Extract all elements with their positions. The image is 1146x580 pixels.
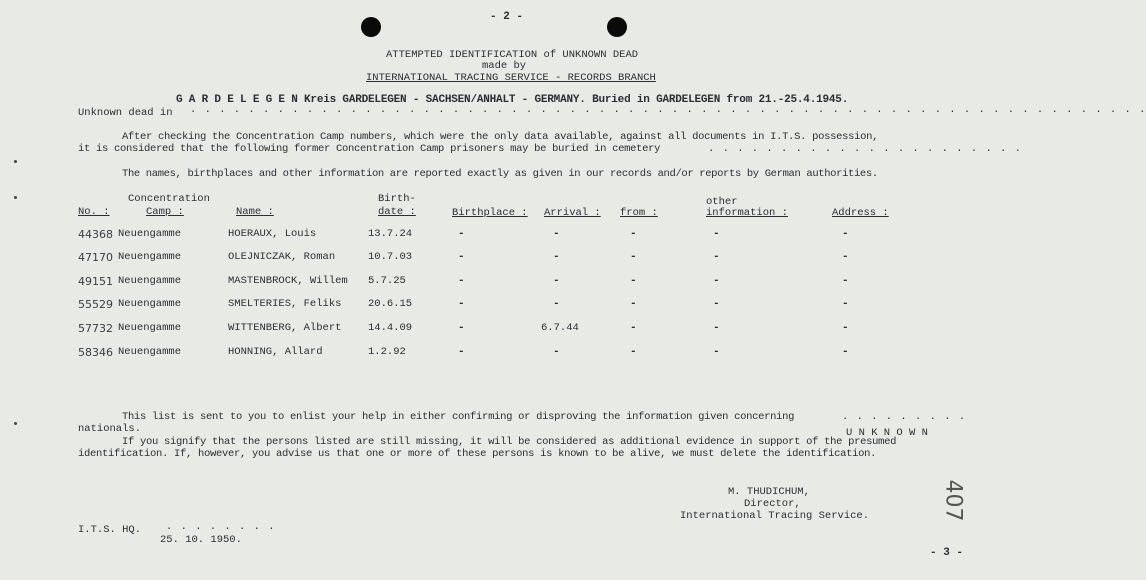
row-number: 44368 [78,228,113,241]
header-arrival: Arrival : [544,207,601,219]
row-birthplace: - [458,251,465,263]
row-name: OLEJNICZAK, Roman [228,251,336,263]
header-birth-top: Birth- [378,193,416,205]
row-camp: Neuengamme [118,275,182,287]
row-camp: Neuengamme [118,346,182,358]
unknown-stamp-text: U N K N O W N [846,427,928,439]
dotted-leader: . . . . . . . . . . . . . . . . . . . . . . . . . . . . . . . . . . . . . . . . . . . . . . . . . . . . . . . . . . . . . . . . . . [190,104,1146,116]
header-no: No. : [78,206,110,218]
header-subtitle: made by [482,60,527,72]
row-arrival: - [553,251,560,263]
row-arrival: - [553,228,560,240]
margin-mark [14,160,17,163]
closing-line1: This list is sent to you to enlist your help in either confirming or disproving the information given concerning [122,411,795,423]
header-from: from : [620,207,658,219]
header-camp: Camp : [146,206,184,218]
row-number: 58346 [78,346,113,359]
row-other: - [713,346,720,358]
row-address: - [842,346,849,358]
row-name: HOERAUX, Louis [228,228,317,240]
intro-paragraph-line2: it is considered that the following former Concentration Camp prisoners may be buried in cemetery [78,143,661,155]
row-birthdate: 5.7.25 [368,275,406,287]
intro-paragraph-line1: After checking the Concentration Camp numbers, which were the only data available, against all documents in I.T.S. possession, [122,131,879,143]
row-camp: Neuengamme [118,322,182,334]
row-other: - [713,251,720,263]
row-other: - [713,298,720,310]
row-number: 55529 [78,298,113,311]
signature-title: Director, [744,498,801,510]
row-address: - [842,298,849,310]
row-birthplace: - [458,275,465,287]
closing-line2: nationals. [78,423,142,435]
row-arrival: 6.7.44 [541,322,579,334]
row-from: - [630,322,637,334]
row-birthdate: 10.7.03 [368,251,413,263]
dotted-leader: . . . . . . . . . [842,411,967,423]
row-camp: Neuengamme [118,298,182,310]
row-arrival: - [553,275,560,287]
table-row [0,346,1000,362]
its-reference: I.T.S. HQ. [78,524,142,536]
margin-mark [14,422,17,425]
row-birthdate: 1.2.92 [368,346,406,358]
header-other-top: other [706,196,738,208]
row-camp: Neuengamme [118,251,182,263]
row-other: - [713,275,720,287]
dotted-leader: . . . . . . . . . . . . . . . . . . . . . . [708,143,1022,155]
row-from: - [630,228,637,240]
row-name: MASTENBROCK, Willem [228,275,348,287]
punch-hole-right [607,17,627,37]
row-birthdate: 14.4.09 [368,322,413,334]
header-birthdate: date : [378,206,416,218]
row-birthdate: 20.6.15 [368,298,413,310]
row-arrival: - [553,298,560,310]
header-title: ATTEMPTED IDENTIFICATION of UNKNOWN DEAD [386,49,639,61]
row-from: - [630,298,637,310]
row-birthplace: - [458,228,465,240]
row-birthplace: - [458,346,465,358]
row-address: - [842,251,849,263]
table-row [0,275,1000,291]
table-row [0,251,1000,267]
row-from: - [630,251,637,263]
header-name: Name : [236,206,274,218]
signature-name: M. THUDICHUM, [728,486,810,498]
margin-mark [14,196,17,199]
row-number: 49151 [78,275,113,288]
row-camp: Neuengamme [118,228,182,240]
row-from: - [630,346,637,358]
row-name: WITTENBERG, Albert [228,322,342,334]
row-address: - [842,275,849,287]
archive-stamp: 407 [940,479,966,522]
header-camp-top: Concentration [128,193,210,205]
info-paragraph: The names, birthplaces and other information are reported exactly as given in our records and/or reports by German authorities. [122,168,878,180]
row-name: HONNING, Allard [228,346,323,358]
row-other: - [713,322,720,334]
row-address: - [842,322,849,334]
row-birthplace: - [458,298,465,310]
row-from: - [630,275,637,287]
dotted-leader: . . . . . . . . [166,521,276,533]
row-birthdate: 13.7.24 [368,228,413,240]
location-text: G A R D E L E G E N Kreis GARDELEGEN - SACHSEN/ANHALT - GERMANY. Buried in GARDELEGEN from 21.-25.4.1945. [176,94,849,106]
punch-hole-left [361,17,381,37]
page-number-top: - 2 - [490,11,524,23]
row-other: - [713,228,720,240]
document-date: 25. 10. 1950. [160,534,242,546]
row-name: SMELTERIES, Feliks [228,298,342,310]
row-birthplace: - [458,322,465,334]
row-arrival: - [553,346,560,358]
header-other: information : [706,207,788,219]
table-row [0,228,1000,244]
row-number: 57732 [78,322,113,335]
header-address: Address : [832,207,889,219]
table-row [0,298,1000,314]
page-number-bottom: - 3 - [930,547,964,559]
table-row [0,322,1000,338]
closing-line4: identification. If, however, you advise us that one or more of these persons is known to be alive, we must delete the identification. [78,448,877,460]
closing-line3: If you signify that the persons listed are still missing, it will be considered as additional evidence in support of the presumed [122,436,897,448]
row-number: 47170 [78,251,113,264]
location-label: Unknown dead in [78,107,173,119]
signature-organization: International Tracing Service. [680,510,870,522]
header-organization: INTERNATIONAL TRACING SERVICE - RECORDS BRANCH [366,72,656,84]
header-birthplace: Birthplace : [452,207,528,219]
row-address: - [842,228,849,240]
